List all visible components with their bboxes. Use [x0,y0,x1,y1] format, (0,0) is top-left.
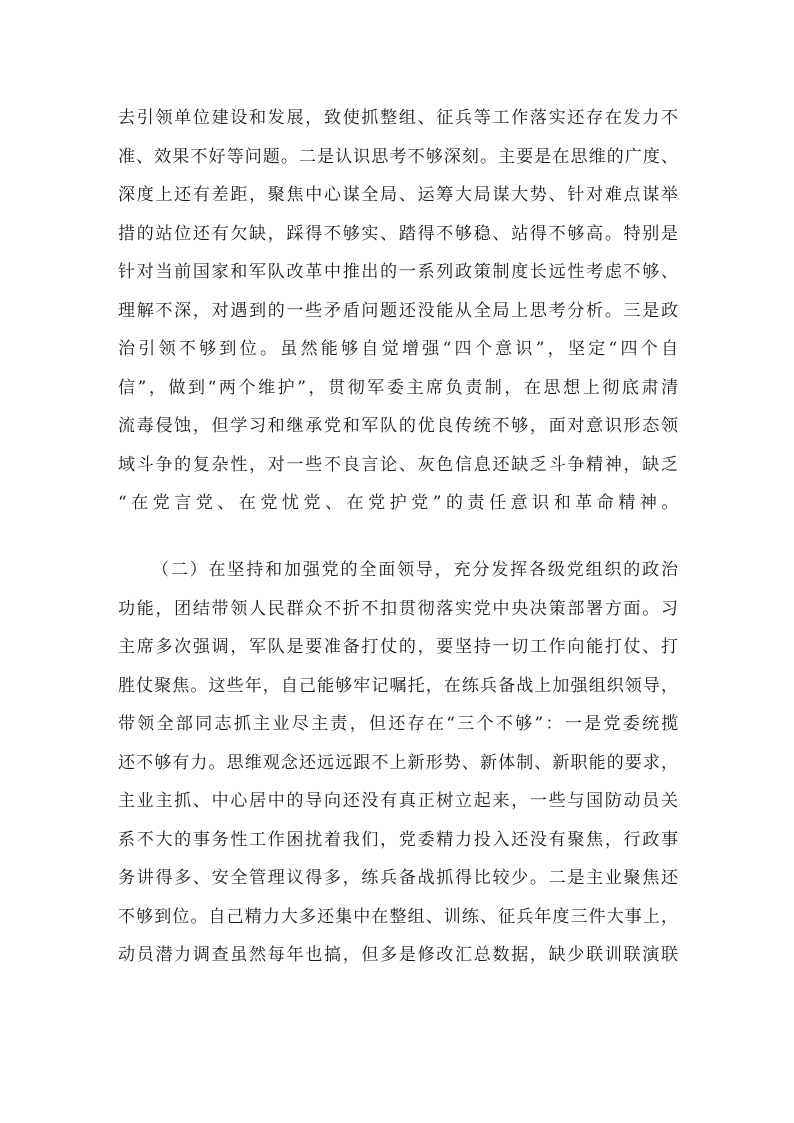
text-line: 功能，团结带领人民群众不折不扣贯彻落实党中央决策部署方面。习 [118,599,680,619]
text-line: 深度上还有差距，聚焦中心谋全局、运筹大局谋大势、针对难点谋举 [118,185,680,205]
text-line: 去引领单位建设和发展，致使抓整组、征兵等工作落实还存在发力不 [118,108,680,128]
text-line: 动员潜力调查虽然每年也搞，但多是修改汇总数据，缺少联训联演联 [118,945,680,965]
text-line: 不够到位。自己精力大多还集中在整组、训练、征兵年度三件大事上， [118,907,680,927]
text-line: 主业主抓、中心居中的导向还没有真正树立起来，一些与国防动员关 [118,791,680,811]
text-line: 系不大的事务性工作困扰着我们，党委精力投入还没有聚焦，行政事 [118,830,680,850]
text-line: 针对当前国家和军队改革中推出的一系列政策制度长远性考虑不够、 [118,262,680,282]
text-line: 带领全部同志抓主业尽主责，但还存在“三个不够”：一是党委统揽 [118,714,681,734]
text-line: 治引领不够到位。虽然能够自觉增强“四个意识”，坚定“四个自 [118,339,682,359]
text-line: 务讲得多、安全管理议得多，练兵备战抓得比较少。二是主业聚焦还 [118,868,680,888]
text-line: 准、效果不好等问题。二是认识思考不够深刻。主要是在思维的广度、 [118,147,680,167]
text-line: 域斗争的复杂性，对一些不良言论、灰色信息还缺乏斗争精神，缺乏 [118,455,680,475]
text-line: 信”，做到“两个维护”，贯彻军委主席负责制，在思想上彻底肃清 [118,378,681,398]
paragraph-heading-line: （二）在坚持和加强党的全面领导，充分发挥各级党组织的政治 [152,560,680,580]
text-line: 主席多次强调，军队是要准备打仗的，要坚持一切工作向能打仗、打 [118,637,680,657]
text-line: 措的站位还有欠缺，踩得不够实、踏得不够稳、站得不够高。特别是 [118,224,680,244]
text-line: 还不够有力。思维观念还远远跟不上新形势、新体制、新职能的要求， [118,753,680,773]
text-line: 流毒侵蚀，但学习和继承党和军队的优良传统不够，面对意识形态领 [118,416,680,436]
text-line: 胜仗聚焦。这些年，自己能够牢记嘱托，在练兵备战上加强组织领导， [118,676,680,696]
text-line: 理解不深，对遇到的一些矛盾问题还没能从全局上思考分析。三是政 [118,301,680,321]
text-line: “在党言党、在党忧党、在党护党”的责任意识和革命精神。 [118,493,683,513]
